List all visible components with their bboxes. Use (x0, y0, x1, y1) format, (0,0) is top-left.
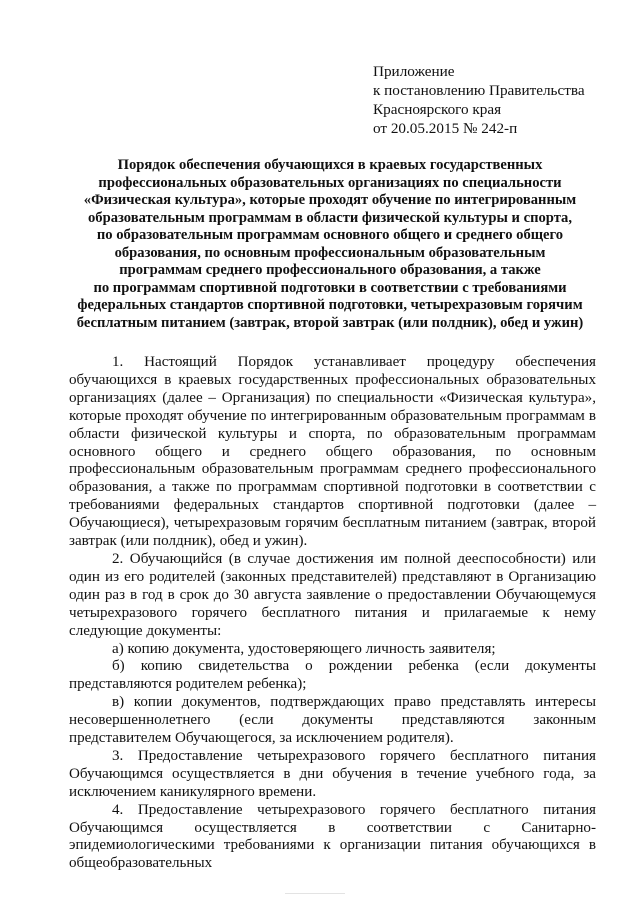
approval-line: от 20.05.2015 № 242-п (373, 120, 518, 137)
title-line: профессиональных образовательных организациях по специальности (98, 174, 562, 191)
approval-line: к постановлению Правительства (373, 82, 585, 99)
title-line: образовательным программам в области физической культуры и спорта, (87, 209, 573, 226)
title-line: по программам спортивной подготовки в соответствии с требованиями (93, 279, 567, 296)
title-line: Порядок обеспечения обучающихся в краевых государственных (117, 157, 543, 173)
paragraph-2b: б) копию свидетельства о рождении ребенка (если документы представляются родителем ребенка); (69, 658, 596, 693)
paragraph-1: 1. Настоящий Порядок устанавливает процедуру обеспечения обучающихся в краевых государственных профессиональных образовательных организациях (далее – Организация) по специальности «Физическая культура», которые проходят обучение по интегрированным образовательным программам в области физической культуры и спорта, по образовательным программам основного общего и среднего общего образования, по основным профессиональным образовательным программам среднего профессионального образования, а также по программам спортивной подготовки в соответствии с требованиями федеральных стандартов спортивной подготовки (далее – Обучающиеся), четырехразовым горячим бесплатным питанием (завтрак, второй завтрак (или полдник), обед и ужин). (69, 354, 596, 550)
paragraph-2c: в) копии документов, подтверждающих право представлять интересы несовершеннолетнего (если документы представляются законным представителем Обучающегося, за исключением родителя). (69, 694, 596, 747)
document-body (69, 354, 596, 873)
title-line: бесплатным питанием (завтрак, второй завтрак (или полдник), обед и ужин) (76, 314, 584, 331)
paragraph-3: 3. Предоставление четырехразового горячего бесплатного питания Обучающимся осуществляется в дни обучения в течение учебного года, за исключением каникулярного времени. (69, 747, 596, 800)
title-line: федеральных стандартов спортивной подготовки, четырехразовым горячим (77, 297, 583, 313)
document-title (58, 157, 602, 332)
approval-line: Приложение (373, 63, 455, 80)
paragraph-2a: а) копию документа, удостоверяющего личность заявителя; (112, 640, 496, 657)
title-line: по образовательным программам основного общего и среднего общего (96, 227, 564, 243)
title-line: программам среднего профессионального образования, а также (119, 262, 541, 278)
paragraph-4: 4. Предоставление четырехразового горячего бесплатного питания Обучающимся осуществляется в соответствии с Санитарно-эпидемиологическими требованиями к организации питания обучающихся в общеобразовательных (69, 801, 596, 872)
paragraph-2: 2. Обучающийся (в случае достижения им полной дееспособности) или один из его родителей (законных представителей) представляют в Организацию один раз в год в срок до 30 августа заявление о предоставлении Обучающемуся четырехразового горячего бесплатного питания и прилагаемые к нему следующие документы: (69, 550, 596, 639)
scan-artifact-line (285, 893, 345, 894)
title-line: «Физическая культура», которые проходят обучение по интегрированным (83, 192, 577, 208)
title-line: образования, по основным профессиональным образовательным (114, 244, 546, 261)
approval-block (373, 62, 623, 138)
approval-line: Красноярского края (373, 101, 502, 118)
